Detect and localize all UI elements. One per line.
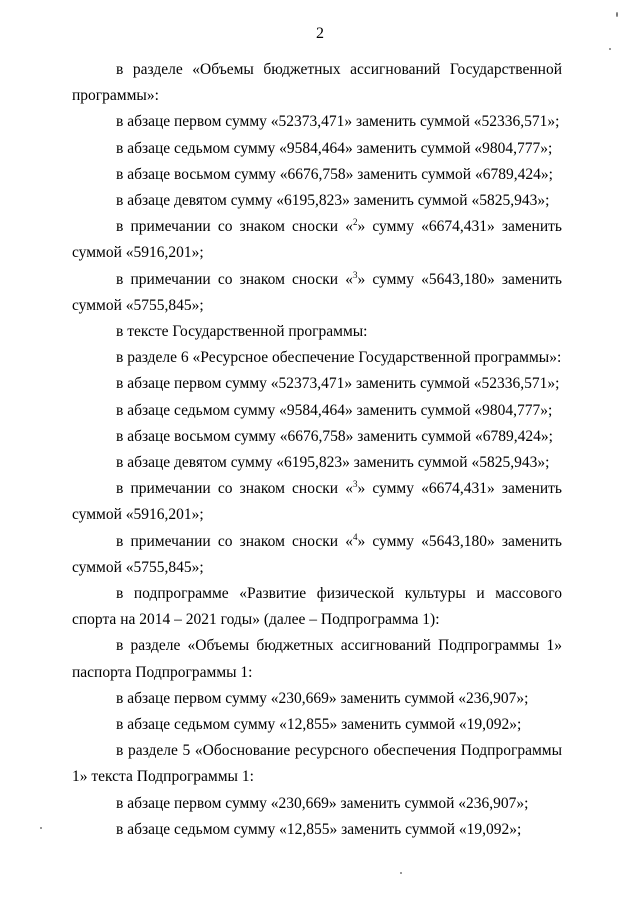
paragraph-text: в примечании со знаком сноски «	[116, 218, 353, 236]
paragraph: в абзаце восьмом сумму «6676,758» заменить суммой «6789,424»;	[116, 427, 553, 445]
scan-speck	[400, 872, 402, 874]
paragraph: в разделе «Объемы бюджетных ассигнований Подпрограммы 1» паспорта Подпрограммы 1:	[72, 637, 562, 681]
paragraph: в тексте Государственной программы:	[116, 323, 368, 341]
paragraph: в абзаце седьмом сумму «12,855» заменить суммой «19,092»;	[116, 820, 522, 838]
paragraph: в разделе «Объемы бюджетных ассигнований Государственной программы»:	[72, 61, 562, 105]
paragraph-text: в примечании со знаком сноски «	[116, 480, 353, 498]
scan-speck	[616, 12, 618, 17]
paragraph	[72, 476, 562, 528]
footnote-mark: 3	[352, 479, 358, 490]
paragraph	[72, 529, 562, 581]
paragraph: в абзаце девятом сумму «6195,823» заменить суммой «5825,943»;	[116, 192, 550, 210]
paragraph-text: » сумму «6674,431» заменить суммой «5916,201»;	[72, 218, 562, 262]
paragraph-text: » сумму «6674,431» заменить суммой «5916,201»;	[72, 480, 562, 524]
paragraph	[72, 214, 562, 266]
paragraph	[72, 267, 562, 319]
paragraph: в абзаце восьмом сумму «6676,758» заменить суммой «6789,424»;	[116, 165, 553, 183]
paragraph-text: » сумму «5643,180» заменить суммой «5755,845»;	[72, 532, 562, 576]
footnote-mark: 2	[352, 217, 358, 228]
footnote-mark: 4	[352, 531, 358, 542]
paragraph: в разделе 6 «Ресурсное обеспечение Государственной программы»:	[116, 349, 562, 367]
paragraph-text: в примечании со знаком сноски «	[116, 532, 353, 550]
paragraph-text: в примечании со знаком сноски «	[116, 270, 353, 288]
paragraph: в абзаце седьмом сумму «9584,464» заменить суммой «9804,777»;	[116, 139, 553, 157]
scan-speck	[40, 827, 42, 829]
scan-speck	[609, 48, 611, 50]
paragraph: в абзаце первом сумму «52373,471» заменить суммой «52336,571»;	[116, 113, 560, 131]
paragraph: в абзаце седьмом сумму «9584,464» заменить суммой «9804,777»;	[116, 401, 553, 419]
paragraph: в абзаце первом сумму «230,669» заменить суммой «236,907»;	[116, 794, 529, 812]
paragraph: в подпрограмме «Развитие физической культуры и массового спорта на 2014 – 2021 годы» (далее – Подпрограмма 1):	[72, 585, 562, 629]
paragraph: в абзаце первом сумму «52373,471» заменить суммой «52336,571»;	[116, 375, 560, 393]
paragraph: в абзаце первом сумму «230,669» заменить суммой «236,907»;	[116, 689, 529, 707]
paragraph: в абзаце седьмом сумму «12,855» заменить суммой «19,092»;	[116, 716, 522, 734]
page-number: 2	[316, 25, 324, 42]
paragraph-text: » сумму «5643,180» заменить суммой «5755,845»;	[72, 270, 562, 314]
paragraph: в абзаце девятом сумму «6195,823» заменить суммой «5825,943»;	[116, 454, 550, 472]
footnote-mark: 3	[352, 269, 358, 280]
paragraph: в разделе 5 «Обоснование ресурсного обеспечения Подпрограммы 1» текста Подпрограммы 1:	[72, 742, 562, 786]
document-body	[72, 57, 562, 843]
